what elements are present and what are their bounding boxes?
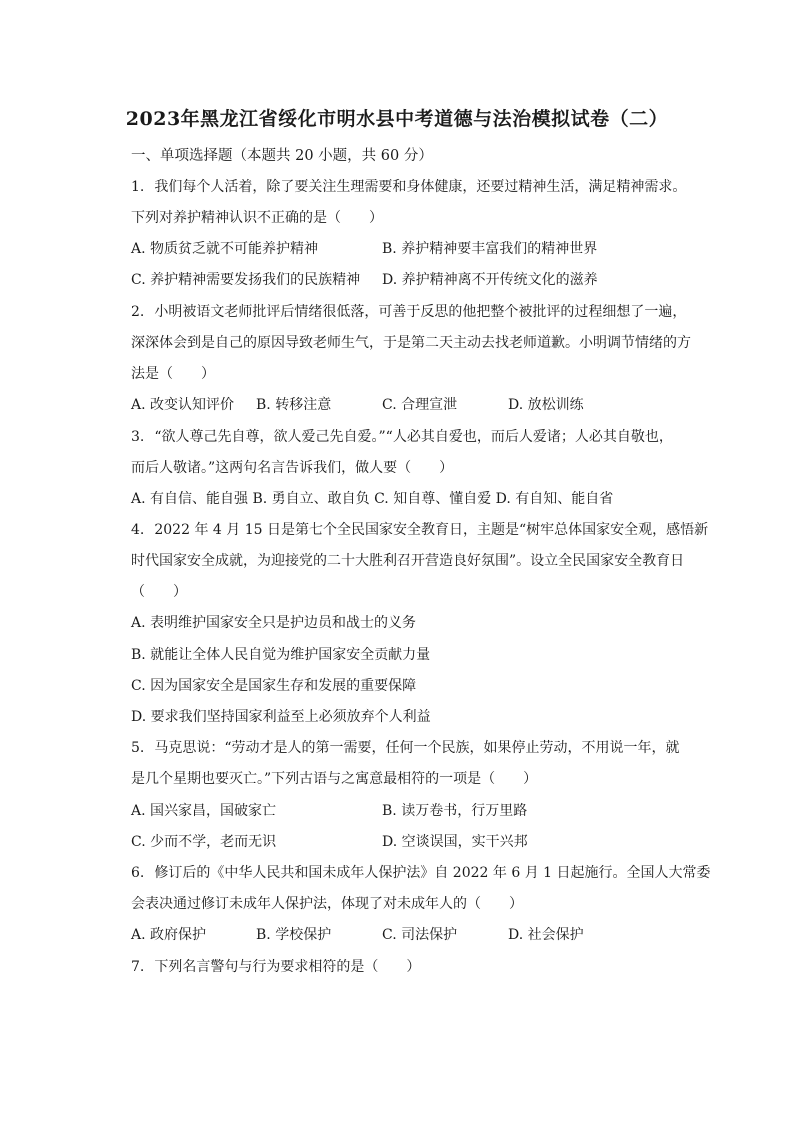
question-2-line-3: 法是（ ） <box>131 366 215 382</box>
question-5-line-2: 是几个星期也要灭亡。”下列古语与之寓意最相符的一项是（ ） <box>131 771 538 787</box>
question-4-option-b: B. 就能让全体人民自觉为维护国家安全贡献力量 <box>131 647 431 663</box>
question-5-option-a: A. 国兴家昌，国破家亡 <box>131 803 277 819</box>
question-5-option-c: C. 少而不学，老而无识 <box>131 834 277 850</box>
question-7-line-1 <box>131 957 420 977</box>
question-6-option-b: B. 学校保护 <box>256 927 332 943</box>
question-4-option-a: A. 表明维护国家安全只是护边员和战士的义务 <box>131 615 417 631</box>
question-5-line-1 <box>131 738 680 758</box>
question-1-line-2: 下列对养护精神认识不正确的是（ ） <box>131 210 383 226</box>
question-5-text: 马克思说：“劳动才是人的第一需要，任何一个民族，如果停止劳动，不用说一年，就 <box>154 740 680 756</box>
question-2-option-a: A. 改变认知评价 <box>131 397 235 413</box>
question-2-option-b: B. 转移注意 <box>256 397 332 413</box>
question-4-option-c: C. 因为国家安全是国家生存和发展的重要保障 <box>131 678 417 694</box>
question-1-option-a: A. 物质贫乏就不可能养护精神 <box>131 241 319 257</box>
question-3-line-1 <box>131 427 673 447</box>
question-6-line-1 <box>131 863 711 883</box>
question-2-option-c: C. 合理宣泄 <box>382 397 458 413</box>
question-5-option-b: B. 读万卷书，行万里路 <box>382 803 528 819</box>
question-4-option-d: D. 要求我们坚持国家利益至上必须放弃个人利益 <box>131 709 431 725</box>
question-2-option-d: D. 放松训练 <box>508 397 584 413</box>
question-4-number: 4. <box>131 522 145 538</box>
question-5-number: 5. <box>131 740 145 756</box>
question-7-number: 7. <box>131 959 145 975</box>
question-6-text: 修订后的《中华人民共和国未成年人保护法》自 2022 年 6 月 1 日起施行。全国人大常委 <box>154 865 711 881</box>
question-4-text: 2022 年 4 月 15 日是第七个全民国家安全教育日，主题是“树牢总体国家安全观，感悟新 <box>154 522 709 538</box>
question-6-number: 6. <box>131 865 145 881</box>
section-heading: 一、单项选择题（本题共 20 小题，共 60 分） <box>131 148 433 164</box>
question-6-option-c: C. 司法保护 <box>382 927 458 943</box>
question-1-number: 1. <box>131 179 145 195</box>
question-2-number: 2. <box>131 304 145 320</box>
question-2-line-2: 深深体会到是自己的原因导致老师生气，于是第二天主动去找老师道歉。小明调节情绪的方 <box>131 335 691 351</box>
question-2-text: 小明被语文老师批评后情绪很低落，可善于反思的他把整个被批评的过程细想了一遍， <box>154 304 687 320</box>
question-6-option-a: A. 政府保护 <box>131 927 207 943</box>
exam-title: 2023年黑龙江省绥化市明水县中考道德与法治模拟试卷（二） <box>125 108 669 130</box>
question-3-text: “欲人尊己先自尊，欲人爱己先自爱。”“人必其自爱也，而后人爱诸；人必其自敬也， <box>154 429 673 445</box>
question-1-option-d: D. 养护精神离不开传统文化的滋养 <box>382 272 598 288</box>
question-4-line-2: 时代国家安全成就，为迎接党的二十大胜利召开营造良好氛围”。设立全民国家安全教育日 <box>131 553 685 569</box>
question-4-line-1 <box>131 520 708 540</box>
question-6-option-d: D. 社会保护 <box>508 927 584 943</box>
question-3-options: A. 有自信、能自强 B. 勇自立、敢自负 C. 知自尊、懂自爱 D. 有自知、能自省 <box>131 491 614 507</box>
question-3-line-2: 而后人敬诸。”这两句名言告诉我们，做人要（ ） <box>131 460 454 476</box>
question-2-line-1 <box>131 302 686 322</box>
question-4-line-3: （ ） <box>131 584 187 600</box>
question-5-option-d: D. 空谈误国，实干兴邦 <box>382 834 528 850</box>
question-1-line-1 <box>131 177 686 197</box>
question-3-number: 3. <box>131 429 145 445</box>
question-1-text: 我们每个人活着，除了要关注生理需要和身体健康，还要过精神生活，满足精神需求。 <box>154 179 687 195</box>
question-7-text: 下列名言警句与行为要求相符的是（ ） <box>154 959 421 975</box>
question-1-option-c: C. 养护精神需要发扬我们的民族精神 <box>131 272 361 288</box>
question-6-line-2: 会表决通过修订未成年人保护法，体现了对未成年人的（ ） <box>131 896 523 912</box>
question-1-option-b: B. 养护精神要丰富我们的精神世界 <box>382 241 598 257</box>
